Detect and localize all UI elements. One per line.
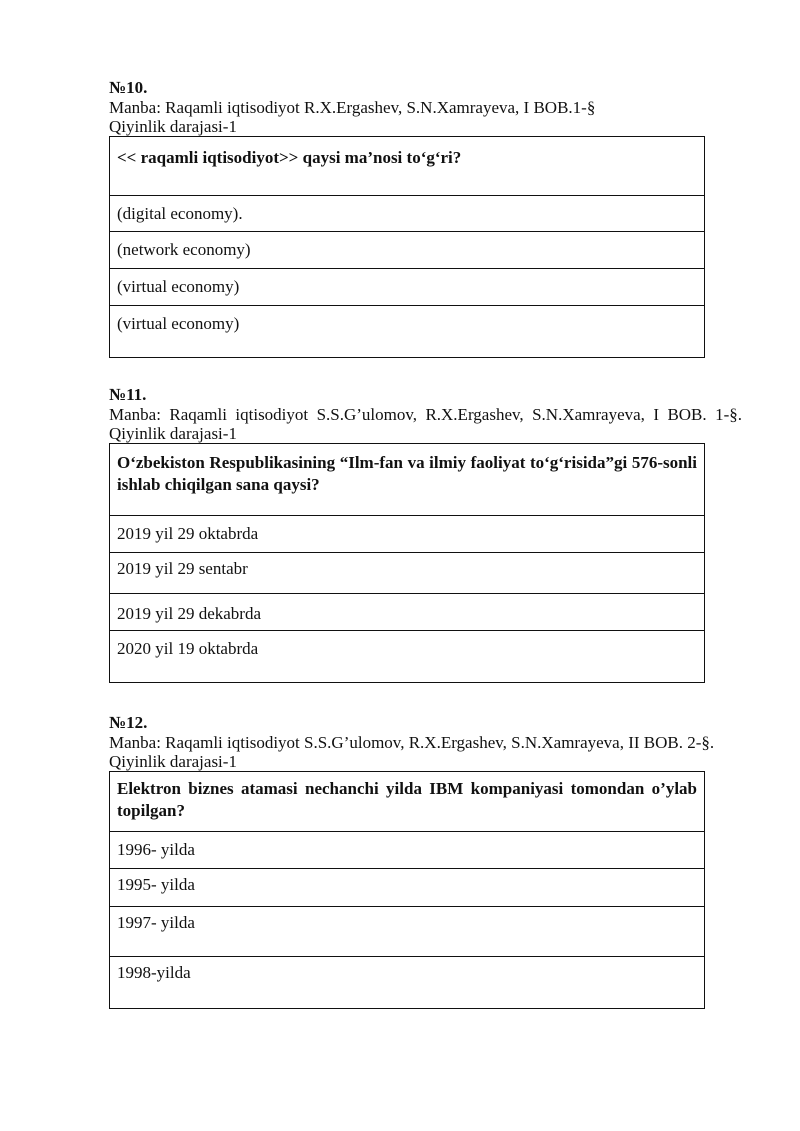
question-table (109, 443, 705, 683)
answer-option-b[interactable]: (network economy) (110, 232, 705, 269)
question-text: << raqamli iqtisodiyot>> qaysi ma’nosi to‘g‘ri? (110, 137, 705, 196)
answer-option-c[interactable]: 2019 yil 29 dekabrda (110, 594, 705, 631)
answer-option-c[interactable]: (virtual economy) (110, 269, 705, 306)
question-number: №11. (109, 385, 147, 404)
question-table (109, 771, 705, 1009)
question-difficulty: Qiyinlik darajasi-1 (109, 752, 237, 771)
answer-option-a[interactable]: 1996- yilda (110, 832, 705, 869)
answer-option-d[interactable]: (virtual economy) (110, 306, 705, 358)
question-number: №12. (109, 713, 148, 732)
question-block-11 (109, 385, 742, 683)
answer-option-b[interactable]: 1995- yilda (110, 869, 705, 907)
answer-option-d[interactable]: 1998-yilda (110, 957, 705, 1009)
question-source: Manba: Raqamli iqtisodiyot S.S.G’ulomov, R.X.Ergashev, S.N.Xamrayeva, I BOB. 1-§. Qiyinlik darajasi-1 (109, 405, 742, 443)
question-difficulty: Qiyinlik darajasi-1 (109, 117, 237, 136)
question-text: O‘zbekiston Respublikasining “Ilm-fan va ilmiy faoliyat to‘g‘risida”gi 576-sonli ishlab chiqilgan sana qaysi? (110, 444, 705, 516)
question-source: Manba: Raqamli iqtisodiyot R.X.Ergashev, S.N.Xamrayeva, I BOB.1-§ (109, 98, 596, 117)
question-text: Elektron biznes atamasi nechanchi yilda IBM kompaniyasi tomondan o’ylab topilgan? (110, 772, 705, 832)
answer-option-d[interactable]: 2020 yil 19 oktabrda (110, 631, 705, 683)
question-block-12 (109, 713, 742, 1009)
answer-option-c[interactable]: 1997- yilda (110, 907, 705, 957)
question-block-10 (109, 78, 742, 358)
answer-option-a[interactable]: 2019 yil 29 oktabrda (110, 516, 705, 553)
answer-option-a[interactable]: (digital economy). (110, 196, 705, 232)
question-number: №10. (109, 78, 148, 97)
answer-option-b[interactable]: 2019 yil 29 sentabr (110, 553, 705, 594)
question-source: Manba: Raqamli iqtisodiyot S.S.G’ulomov, R.X.Ergashev, S.N.Xamrayeva, II BOB. 2-§. (109, 733, 715, 752)
question-table (109, 136, 705, 358)
